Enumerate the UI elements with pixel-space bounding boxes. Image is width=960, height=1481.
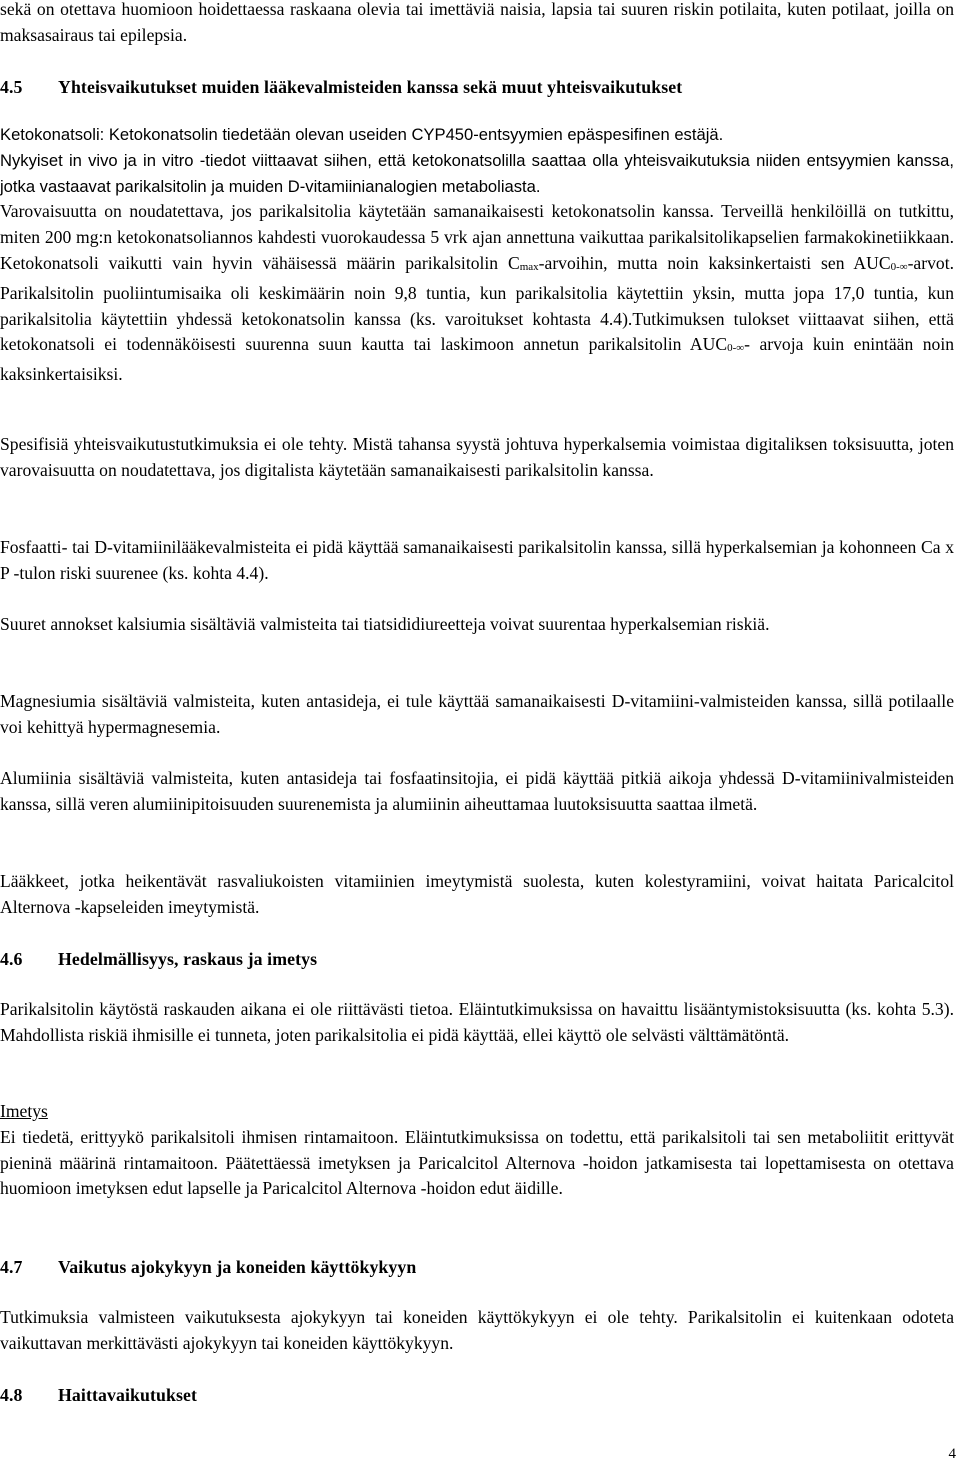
paragraph-text: Spesifisiä yhteisvaikutustutkimuksia ei ole tehty. Mistä tahansa syystä johtuva hyperkalsemia voimistaa digitaliksen toksisuutta, joten varovaisuutta on noudatettava, jos digitalista käytetään samanaikaisesti parikalsitolin kanssa. (0, 434, 954, 480)
section-heading-4-8 (0, 1382, 954, 1408)
section-number: 4.6 (0, 949, 23, 969)
section-title: Yhteisvaikutukset muiden lääkevalmisteiden kanssa sekä muut yhteisvaikutukset (58, 77, 683, 97)
text-run: Varovaisuutta on noudatettava, jos parikalsitolia käytetään samanaikaisesti ketokonatsolin kanssa. Terveillä henkilöillä on tutkittu, miten 200 mg:n ketokonatsoliannos kahdesti vuorokaudessa 5 vrk ajan annettuna vaikuttaa parikalsitolikapselien farmakokinetiikkaan. Ketokonatsoli vaikutti vain hyvin vähäisessä määrin parikalsitolin C (0, 201, 954, 273)
paragraph-text: Fosfaatti- tai D-vitamiinilääkevalmisteita ei pidä käyttää samanaikaisesti parikalsitolin kanssa, sillä hyperkalsemian ja kohonneen Ca x P -tulon riski suurenee (ks. kohta 4.4). (0, 537, 954, 583)
section-heading-4-7 (0, 1254, 954, 1280)
paragraph-fat-soluble (0, 869, 954, 921)
paragraph-text: sekä on otettava huomioon hoidettaessa raskaana olevia tai imettäviä naisia, lapsia tai suuren riskin potilaita, kuten potilaat, joilla on maksasairaus tai epilepsia. (0, 0, 954, 45)
paragraph-digitalis (0, 432, 954, 484)
paragraph-magnesium (0, 689, 954, 741)
section-title: Hedelmällisyys, raskaus ja imetys (58, 949, 318, 969)
section-number: 4.8 (0, 1385, 23, 1405)
text-run: -arvot. Parikalsitolin puoliintumisaika oli keskimäärin noin 9,8 tuntia, kun parikalsitolia käytettiin yksin, mutta jopa 17,0 tuntia, kun parikalsitolia käytettiin yhdessä ketokonatsolin kanssa (ks. varoitukset kohtasta 4.4).Tutkimuksen tulokset viittaavat siihen, että ketokonatsoli ei todennäköisesti suurenna suun kautta tai laskimoon annetun parikalsitolin AUC (0, 252, 954, 355)
subscript-auc-range: 0-∞ (890, 260, 908, 273)
paragraph-pregnancy (0, 997, 954, 1049)
section-title: Haittavaikutukset (58, 1385, 198, 1405)
paragraph-aluminium (0, 766, 954, 818)
paragraph-continuation (0, 0, 954, 49)
section-number: 4.5 (0, 77, 23, 97)
ketoconazole-study (0, 199, 954, 388)
subscript-max: max (519, 260, 539, 273)
text-run: -arvoihin, mutta noin kaksinkertaisti sen AUC (538, 252, 891, 273)
paragraph-phosphate (0, 535, 954, 587)
ketoconazole-invivo: Nykyiset in vivo ja in vitro -tiedot viittaavat siihen, että ketokonatsolilla saattaa olla yhteisvaikutuksia niiden entsyymien kanssa, jotka vastaavat parikalsitolin ja muiden D-vitamiinianalogien metaboliasta. (0, 150, 954, 196)
paragraph-text: Alumiinia sisältäviä valmisteita, kuten antasideja tai fosfaatinsitojia, ei pidä käyttää pitkiä aikoja yhdessä D-vitamiinivalmisteiden kanssa, sillä veren alumiinipitoisuuden suurenemista ja alumiinin aiheuttamaa luutoksisuutta saattaa ilmetä. (0, 768, 954, 814)
section-heading-4-5 (0, 74, 954, 100)
paragraph-text: Lääkkeet, jotka heikentävät rasvaliukoisten vitamiinien imeytymistä suolesta, kuten kolestyramiini, voivat haitata Paricalcitol Alternova -kapseleiden imeytymistä. (0, 871, 954, 917)
paragraph-text: Magnesiumia sisältäviä valmisteita, kuten antasideja, ei tule käyttää samanaikaisesti D-vitamiini-valmisteiden kanssa, sillä potilaalle voi kehittyä hypermagnesemia. (0, 691, 954, 737)
paragraph-text: Suuret annokset kalsiumia sisältäviä valmisteita tai tiatsididiureetteja voivat suurentaa hyperkalsemian riskiä. (0, 614, 770, 634)
paragraph-driving (0, 1305, 954, 1357)
ketoconazole-paragraph (0, 122, 954, 388)
subheading-imetys: Imetys (0, 1101, 48, 1121)
paragraph-text: Parikalsitolin käytöstä raskauden aikana ei ole riittävästi tietoa. Eläintutkimuksissa on havaittu lisääntymistoksisuutta (ks. kohta 5.3). Mahdollista riskiä ihmisille ei tunneta, joten parikalsitolia ei pidä käyttää, ellei käyttö ole selvästi välttämätöntä. (0, 999, 954, 1045)
paragraph-text: Ei tiedetä, erittyykö parikalsitoli ihmisen rintamaitoon. Eläintutkimuksissa on todettu, että parikalsitoli tai sen metaboliitit erittyvät pieninä määrinä rintamaitoon. Päätettäessä imetyksen ja Paricalcitol Alternova -hoidon jatkamisesta tai lopettamisesta on otettava huomioon imetyksen edut lapselle ja Paricalcitol Alternova -hoidon edut äidille. (0, 1126, 954, 1199)
text-run: - arvoja kuin enintään noin kaksinkertaisiksi. (0, 334, 954, 385)
section-heading-4-6 (0, 946, 954, 972)
ketoconazole-intro: Ketokonatsoli: Ketokonatsolin tiedetään olevan useiden CYP450-entsyymien epäspesifinen estäjä. (0, 125, 724, 144)
paragraph-text: Tutkimuksia valmisteen vaikutuksesta ajokykyyn tai koneiden käyttökykyyn ei ole tehty. Parikalsitolin ei kuitenkaan odoteta vaikuttavan merkittävästi ajokykyyn tai koneiden käyttökykyyn. (0, 1307, 954, 1353)
section-title: Vaikutus ajokykyyn ja koneiden käyttökykyyn (58, 1257, 417, 1277)
subscript-auc-range: 0-∞ (727, 342, 745, 355)
imetys-block (0, 1099, 954, 1202)
page-number: 4 (948, 1446, 956, 1462)
section-number: 4.7 (0, 1257, 23, 1277)
paragraph-calcium (0, 612, 954, 638)
